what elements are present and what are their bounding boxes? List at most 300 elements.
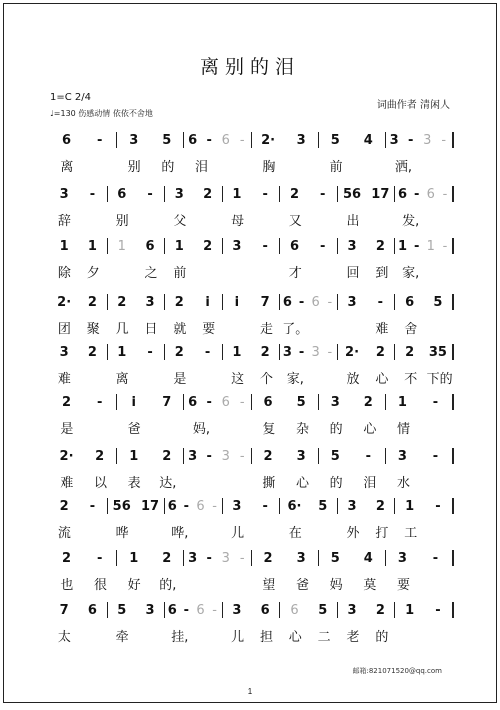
note: - bbox=[327, 294, 333, 310]
note: 6 bbox=[289, 238, 299, 254]
page-number: 1 bbox=[247, 687, 253, 696]
note: - bbox=[377, 294, 384, 310]
note: - bbox=[327, 344, 333, 360]
lyric-syllable: 难 bbox=[60, 476, 74, 491]
lyric-syllable bbox=[218, 574, 252, 590]
note: - bbox=[407, 132, 414, 148]
note: - bbox=[239, 550, 245, 566]
notation-line bbox=[50, 132, 454, 148]
lyric-syllable: 就 bbox=[173, 322, 187, 337]
lyric-syllable: 几 bbox=[115, 322, 129, 337]
note: 5 bbox=[330, 448, 340, 464]
note: 6 bbox=[188, 132, 198, 148]
note: 2 bbox=[375, 238, 385, 254]
lyric-measure bbox=[117, 574, 184, 593]
key-signature: 1=C 2/4 bbox=[50, 92, 91, 103]
measure bbox=[108, 344, 166, 360]
lyric-syllable bbox=[223, 262, 252, 278]
lyric-measure bbox=[396, 210, 454, 229]
note: 1 bbox=[129, 448, 139, 464]
lyric-measure bbox=[108, 210, 166, 229]
lyric-measure bbox=[108, 318, 166, 337]
lyric-syllable bbox=[425, 626, 454, 642]
note: 1 bbox=[129, 550, 139, 566]
note: 2 bbox=[375, 602, 385, 618]
lyric-measure bbox=[117, 472, 184, 491]
lyric-measure bbox=[117, 156, 184, 175]
measure bbox=[338, 238, 396, 254]
note: - bbox=[147, 186, 153, 202]
lyric-syllable: 才 bbox=[288, 266, 302, 281]
note: 6 bbox=[167, 498, 177, 514]
measure bbox=[386, 550, 454, 566]
note: - bbox=[435, 602, 441, 618]
note: - bbox=[204, 344, 211, 360]
lyric-line bbox=[50, 574, 454, 593]
note: 2 bbox=[87, 294, 97, 310]
measure bbox=[108, 238, 166, 254]
note: 1 bbox=[398, 238, 408, 254]
note: 1 bbox=[59, 238, 69, 254]
lyric-syllable: 撕 bbox=[262, 476, 276, 491]
lyric-syllable: 下的 bbox=[426, 372, 453, 387]
lyric-syllable bbox=[108, 262, 137, 278]
lyric-measure bbox=[252, 418, 319, 437]
lyric-measure bbox=[50, 418, 117, 437]
lyric-syllable: 流 bbox=[57, 526, 71, 541]
note: 35 bbox=[428, 344, 447, 360]
lyric-syllable: 打 bbox=[375, 526, 389, 541]
lyric-measure bbox=[108, 262, 166, 281]
lyric-syllable: 要 bbox=[396, 578, 410, 593]
lyric-syllable bbox=[84, 418, 118, 434]
lyric-measure bbox=[319, 472, 386, 491]
lyric-syllable: 之 bbox=[144, 266, 158, 281]
note: 6 bbox=[260, 602, 270, 618]
lyric-syllable: 水 bbox=[396, 476, 410, 491]
lyric-syllable bbox=[79, 368, 108, 384]
lyric-line bbox=[50, 262, 454, 281]
note: 5 bbox=[162, 132, 172, 148]
lyric-measure bbox=[50, 522, 108, 541]
note: 7 bbox=[59, 602, 69, 618]
lyric-line bbox=[50, 626, 454, 645]
note: 2 bbox=[203, 238, 213, 254]
measure bbox=[117, 132, 184, 148]
note: 7 bbox=[162, 394, 172, 410]
note: 1 bbox=[174, 238, 184, 254]
lyric-syllable: 挂, bbox=[171, 630, 189, 645]
note: 3 bbox=[188, 448, 198, 464]
note: 2 bbox=[59, 498, 69, 514]
note: 1 bbox=[405, 602, 415, 618]
note: 1 bbox=[397, 394, 407, 410]
measure bbox=[338, 498, 396, 514]
measure bbox=[280, 344, 338, 360]
note: - bbox=[442, 186, 448, 202]
lyric-syllable: 很 bbox=[94, 578, 108, 593]
lyric-syllable bbox=[137, 626, 166, 642]
lyric-syllable: 发, bbox=[402, 214, 420, 229]
note: - bbox=[298, 344, 305, 360]
lyric-syllable bbox=[137, 210, 166, 226]
lyric-measure bbox=[396, 262, 454, 281]
note: - bbox=[147, 344, 153, 360]
note: 6 bbox=[87, 602, 97, 618]
lyric-measure bbox=[108, 522, 166, 541]
note: - bbox=[206, 448, 212, 464]
note: 1 bbox=[405, 498, 415, 514]
note: - bbox=[432, 448, 439, 464]
measure bbox=[280, 602, 338, 618]
lyric-syllable: 复 bbox=[262, 422, 276, 437]
note: - bbox=[96, 550, 103, 566]
measure bbox=[50, 394, 117, 410]
measure bbox=[252, 448, 319, 464]
lyric-syllable: 妈 bbox=[329, 578, 343, 593]
note: - bbox=[183, 498, 190, 514]
measure bbox=[386, 132, 454, 148]
measure bbox=[165, 498, 223, 514]
lyric-measure bbox=[339, 368, 397, 387]
note: 2 bbox=[174, 294, 184, 310]
lyric-measure bbox=[50, 210, 108, 229]
notation-line bbox=[50, 394, 454, 410]
note: - bbox=[262, 186, 268, 202]
measure bbox=[108, 294, 166, 310]
lyric-measure bbox=[387, 574, 454, 593]
note: - bbox=[212, 498, 217, 514]
lyric-measure bbox=[50, 262, 108, 281]
measure bbox=[165, 602, 223, 618]
note: 5 bbox=[433, 294, 443, 310]
lyric-measure bbox=[50, 156, 117, 175]
measure bbox=[395, 602, 454, 618]
lyric-syllable bbox=[339, 318, 368, 334]
lyric-syllable: 的 bbox=[329, 476, 343, 491]
note: 3 bbox=[311, 344, 320, 360]
note: 3 bbox=[232, 238, 242, 254]
note: 2· bbox=[57, 294, 72, 310]
note: 1 bbox=[117, 344, 127, 360]
measure bbox=[280, 238, 338, 254]
lyric-syllable bbox=[137, 368, 166, 384]
lyric-syllable: 哗 bbox=[115, 526, 129, 541]
note: 2 bbox=[289, 186, 299, 202]
lyric-measure bbox=[165, 626, 223, 645]
note: 2 bbox=[263, 448, 273, 464]
lyric-syllable bbox=[194, 262, 223, 278]
note: - bbox=[96, 132, 103, 148]
lyric-measure bbox=[50, 318, 108, 337]
note: 3 bbox=[397, 448, 407, 464]
measure bbox=[50, 344, 108, 360]
note: 5 bbox=[330, 550, 340, 566]
note: - bbox=[441, 132, 447, 148]
lyric-syllable: 哗, bbox=[171, 526, 189, 541]
note: 1 bbox=[117, 238, 126, 254]
measure bbox=[319, 132, 386, 148]
note: 3 bbox=[397, 550, 407, 566]
lyric-syllable: 了。 bbox=[282, 322, 309, 337]
lyric-measure bbox=[387, 156, 454, 175]
measure bbox=[50, 498, 108, 514]
lyric-syllable: 是 bbox=[60, 422, 74, 437]
measure bbox=[395, 238, 454, 254]
lyric-syllable bbox=[223, 318, 252, 334]
lyric-measure bbox=[223, 522, 281, 541]
lyric-syllable: 家, bbox=[286, 372, 304, 387]
note: 7 bbox=[260, 294, 270, 310]
lyric-syllable bbox=[425, 210, 454, 226]
lyric-syllable bbox=[252, 522, 281, 538]
lyric-syllable: 工 bbox=[404, 526, 418, 541]
lyric-measure bbox=[117, 418, 184, 437]
measure bbox=[395, 498, 454, 514]
note: 3 bbox=[347, 602, 357, 618]
measure bbox=[50, 132, 117, 148]
lyric-syllable bbox=[420, 418, 454, 434]
notation-line bbox=[50, 602, 454, 618]
lyric-syllable bbox=[79, 210, 108, 226]
measure bbox=[395, 344, 454, 360]
measure bbox=[338, 294, 396, 310]
lyric-syllable: 心 bbox=[288, 630, 302, 645]
lyric-measure bbox=[223, 368, 281, 387]
lyric-measure bbox=[223, 262, 281, 278]
lyric-syllable: 洒, bbox=[394, 160, 413, 175]
lyric-measure bbox=[108, 368, 166, 387]
note: 3 bbox=[59, 186, 69, 202]
measure bbox=[223, 186, 281, 202]
lyric-measure bbox=[319, 418, 386, 437]
measure bbox=[184, 448, 251, 464]
measure bbox=[50, 550, 117, 566]
note: 6 bbox=[145, 238, 155, 254]
measure bbox=[252, 394, 319, 410]
lyric-line bbox=[50, 318, 454, 337]
measure bbox=[223, 602, 281, 618]
lyric-measure bbox=[339, 210, 397, 229]
note: 1 bbox=[232, 186, 242, 202]
note: 3 bbox=[389, 132, 399, 148]
lyric-measure bbox=[252, 472, 319, 491]
lyric-measure bbox=[165, 262, 223, 281]
lyric-syllable: 好 bbox=[127, 578, 141, 593]
measure bbox=[165, 294, 223, 310]
lyric-syllable: 母 bbox=[231, 214, 245, 229]
notation-line bbox=[50, 294, 454, 310]
note: - bbox=[262, 498, 268, 514]
note: - bbox=[320, 186, 326, 202]
measure bbox=[50, 186, 108, 202]
note: 2 bbox=[375, 344, 385, 360]
lyric-measure bbox=[223, 210, 281, 229]
lyric-syllable: 离 bbox=[115, 372, 129, 387]
lyric-syllable bbox=[252, 210, 281, 226]
note: 2 bbox=[117, 294, 127, 310]
lyric-syllable bbox=[310, 210, 339, 226]
note: - bbox=[239, 394, 245, 410]
measure bbox=[108, 186, 166, 202]
lyric-syllable bbox=[218, 156, 252, 172]
note: 6 bbox=[398, 186, 408, 202]
lyric-syllable: 个 bbox=[259, 372, 273, 387]
lyric-syllable: 爸 bbox=[295, 578, 309, 593]
note: 3 bbox=[232, 602, 242, 618]
lyric-syllable: 妈, bbox=[192, 422, 211, 437]
lyric-measure bbox=[396, 368, 454, 387]
note: 4 bbox=[363, 132, 373, 148]
lyric-line bbox=[50, 418, 454, 437]
lyric-syllable: 也 bbox=[60, 578, 74, 593]
lyric-syllable bbox=[185, 574, 219, 590]
note: i bbox=[234, 294, 240, 310]
note: 6 bbox=[311, 294, 320, 310]
note: 2 bbox=[260, 344, 270, 360]
lyric-measure bbox=[223, 318, 281, 337]
note: 2 bbox=[203, 186, 213, 202]
note: - bbox=[89, 186, 96, 202]
lyric-syllable: 舍 bbox=[404, 322, 418, 337]
lyric-syllable bbox=[79, 626, 108, 642]
lyric-syllable bbox=[218, 418, 252, 434]
lyric-syllable: 出 bbox=[346, 214, 360, 229]
note: 6 bbox=[282, 294, 292, 310]
lyric-syllable: 牵 bbox=[115, 630, 129, 645]
note: - bbox=[413, 238, 420, 254]
note: 6 bbox=[290, 602, 299, 618]
lyric-measure bbox=[165, 522, 223, 541]
note: 3 bbox=[330, 394, 340, 410]
lyric-syllable: 走 bbox=[259, 322, 273, 337]
lyric-syllable bbox=[420, 472, 454, 488]
lyric-line bbox=[50, 472, 454, 491]
lyric-measure bbox=[185, 156, 252, 175]
lyric-syllable: 儿 bbox=[231, 630, 245, 645]
note: - bbox=[320, 238, 326, 254]
lyric-syllable bbox=[310, 318, 339, 334]
lyric-measure bbox=[281, 522, 339, 541]
lyric-measure bbox=[339, 318, 397, 337]
note: 6 bbox=[196, 602, 205, 618]
lyric-syllable: 望 bbox=[262, 578, 276, 593]
lyric-syllable bbox=[151, 418, 185, 434]
lyric-syllable: 胸 bbox=[262, 160, 276, 175]
lyric-measure bbox=[319, 156, 386, 175]
note: - bbox=[212, 602, 217, 618]
note: 5 bbox=[117, 602, 127, 618]
note: 2 bbox=[95, 448, 105, 464]
note: 3 bbox=[296, 448, 306, 464]
notation-line bbox=[50, 448, 454, 464]
measure bbox=[108, 602, 166, 618]
lyric-syllable: 除 bbox=[57, 266, 71, 281]
lyric-syllable: 太 bbox=[57, 630, 71, 645]
note: 3 bbox=[145, 602, 155, 618]
measure bbox=[165, 186, 223, 202]
lyric-syllable bbox=[194, 626, 223, 642]
lyric-syllable bbox=[353, 156, 387, 172]
lyric-line bbox=[50, 156, 454, 175]
note: 17 bbox=[371, 186, 390, 202]
lyric-syllable: 别 bbox=[115, 214, 129, 229]
note: - bbox=[239, 448, 245, 464]
lyric-measure bbox=[387, 418, 454, 437]
note: 6· bbox=[287, 498, 302, 514]
measure bbox=[280, 498, 338, 514]
lyric-measure bbox=[319, 574, 386, 593]
lyric-syllable: 的 bbox=[375, 630, 389, 645]
note: - bbox=[239, 132, 245, 148]
lyric-syllable bbox=[218, 472, 252, 488]
note: 6 bbox=[196, 498, 205, 514]
measure bbox=[223, 498, 281, 514]
measure bbox=[117, 394, 184, 410]
lyric-syllable: 莫 bbox=[363, 578, 377, 593]
note: i bbox=[205, 294, 210, 310]
note: 3 bbox=[347, 498, 357, 514]
note: - bbox=[89, 498, 96, 514]
note: 6 bbox=[221, 394, 230, 410]
lyric-measure bbox=[165, 210, 223, 229]
note: 3 bbox=[347, 238, 357, 254]
note: 2 bbox=[363, 394, 373, 410]
note: 3 bbox=[423, 132, 432, 148]
note: - bbox=[183, 602, 190, 618]
measure bbox=[386, 394, 454, 410]
lyric-syllable: 在 bbox=[288, 526, 302, 541]
lyric-measure bbox=[252, 574, 319, 593]
note: - bbox=[432, 550, 439, 566]
measure bbox=[386, 448, 454, 464]
measure bbox=[117, 448, 184, 464]
lyric-syllable bbox=[286, 156, 320, 172]
lyric-syllable: 夕 bbox=[86, 266, 100, 281]
note: 3 bbox=[347, 294, 357, 310]
lyric-syllable bbox=[252, 262, 281, 278]
note: 6 bbox=[117, 186, 127, 202]
measure bbox=[108, 498, 166, 514]
note: 6 bbox=[167, 602, 177, 618]
note: 2 bbox=[174, 344, 184, 360]
lyric-syllable bbox=[310, 522, 339, 538]
note: 3 bbox=[174, 186, 184, 202]
lyric-syllable bbox=[425, 318, 454, 334]
note: 2 bbox=[87, 344, 97, 360]
lyric-measure bbox=[396, 626, 454, 642]
note: 2 bbox=[263, 550, 273, 566]
lyric-measure bbox=[108, 626, 166, 645]
lyric-measure bbox=[185, 418, 252, 437]
note: 6 bbox=[188, 394, 198, 410]
lyric-syllable bbox=[194, 368, 223, 384]
lyric-syllable: 团 bbox=[57, 322, 71, 337]
lyric-syllable: 不 bbox=[404, 372, 418, 387]
measure bbox=[184, 550, 251, 566]
lyric-measure bbox=[281, 210, 339, 229]
note: 2· bbox=[59, 448, 74, 464]
note: 1 bbox=[87, 238, 97, 254]
measure bbox=[50, 238, 108, 254]
lyric-measure bbox=[185, 574, 252, 590]
note: - bbox=[96, 394, 103, 410]
note: - bbox=[432, 394, 439, 410]
note: - bbox=[413, 186, 420, 202]
note: - bbox=[442, 238, 448, 254]
note: 5 bbox=[296, 394, 306, 410]
footer-email: 邮箱:821071520@qq.com bbox=[352, 667, 442, 675]
